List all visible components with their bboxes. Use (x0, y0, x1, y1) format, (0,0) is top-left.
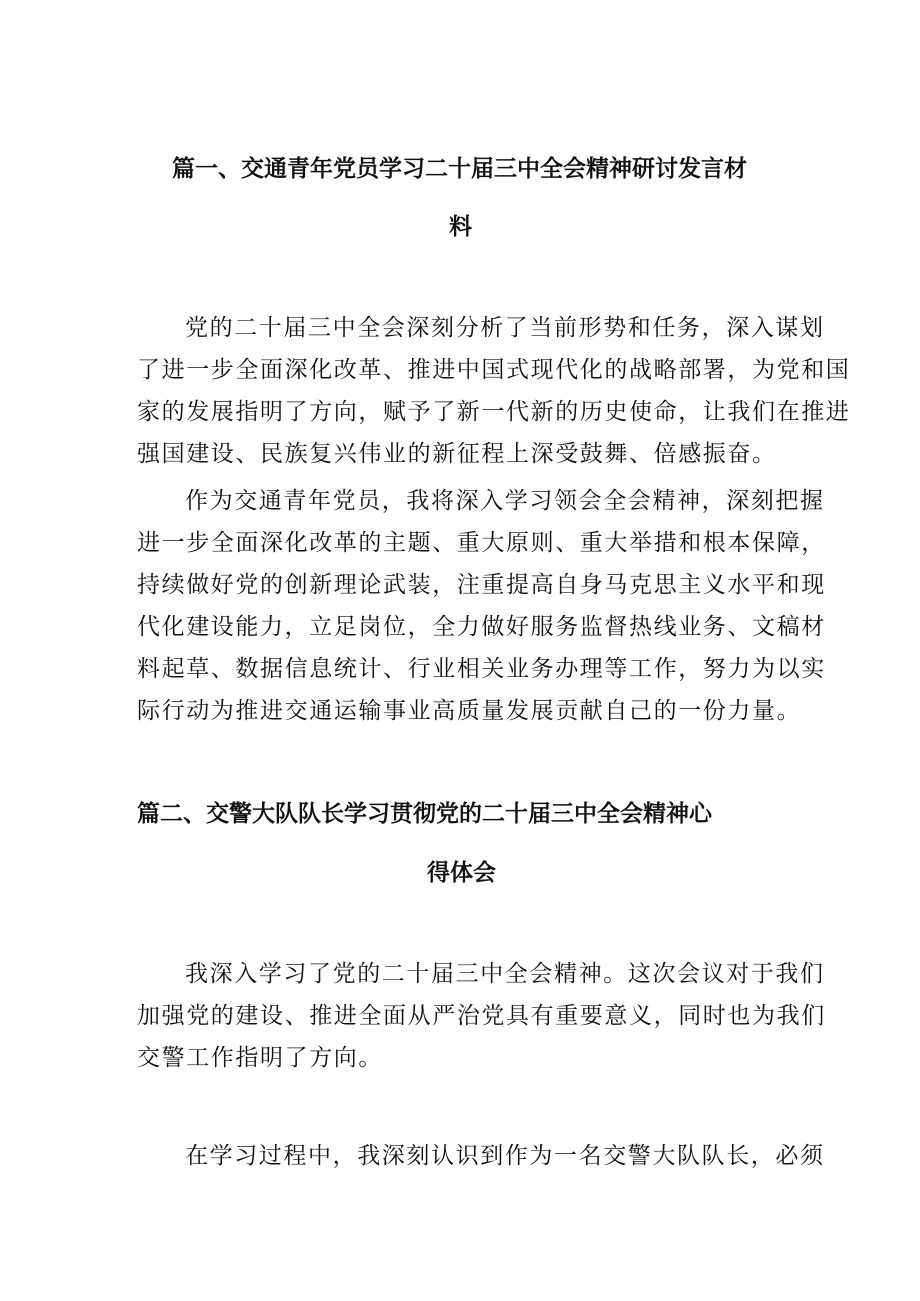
paragraph-line: 在学习过程中，我深刻认识到作为一名交警大队队长，必须 (185, 1143, 825, 1169)
paragraph-line: 际行动为推进交通运输事业高质量发展贡献自己的一份力量。 (137, 698, 802, 724)
paragraph-line: 交警工作指明了方向。 (137, 1045, 383, 1071)
paragraph-line: 家的发展指明了方向，赋予了新一代新的历史使命，让我们在推进 (137, 399, 851, 425)
paragraph-line: 进一步全面深化改革的主题、重大原则、重大举措和根本保障， (137, 530, 826, 556)
paragraph-line: 党的二十届三中全会深刻分析了当前形势和任务，深入谋划 (185, 315, 825, 341)
paragraph-line: 代化建设能力，立足岗位，全力做好服务监督热线业务、文稿材 (137, 614, 826, 640)
paragraph-line: 料起草、数据信息统计、行业相关业务办理等工作，努力为以实 (137, 656, 826, 682)
paragraph-line: 持续做好党的创新理论武装，注重提高自身马克思主义水平和现 (137, 572, 826, 598)
section1-title-line2: 料 (449, 214, 472, 240)
paragraph-line: 我深入学习了党的二十届三中全会精神。这次会议对于我们 (185, 961, 825, 987)
section2-title-line2: 得体会 (427, 860, 496, 886)
paragraph-line: 了进一步全面深化改革、推进中国式现代化的战略部署，为党和国 (137, 357, 851, 383)
section2-title-line1: 篇二、交警大队队长学习贯彻党的二十届三中全会精神心 (137, 801, 712, 827)
section1-title-line1: 篇一、交通青年党员学习二十届三中全会精神研讨发言材 (172, 156, 747, 182)
paragraph-line: 加强党的建设、推进全面从严治党具有重要意义，同时也为我们 (137, 1003, 826, 1029)
paragraph-line: 强国建设、民族复兴伟业的新征程上深受鼓舞、倍感振奋。 (137, 441, 777, 467)
paragraph-line: 作为交通青年党员，我将深入学习领会全会精神，深刻把握 (185, 488, 825, 514)
